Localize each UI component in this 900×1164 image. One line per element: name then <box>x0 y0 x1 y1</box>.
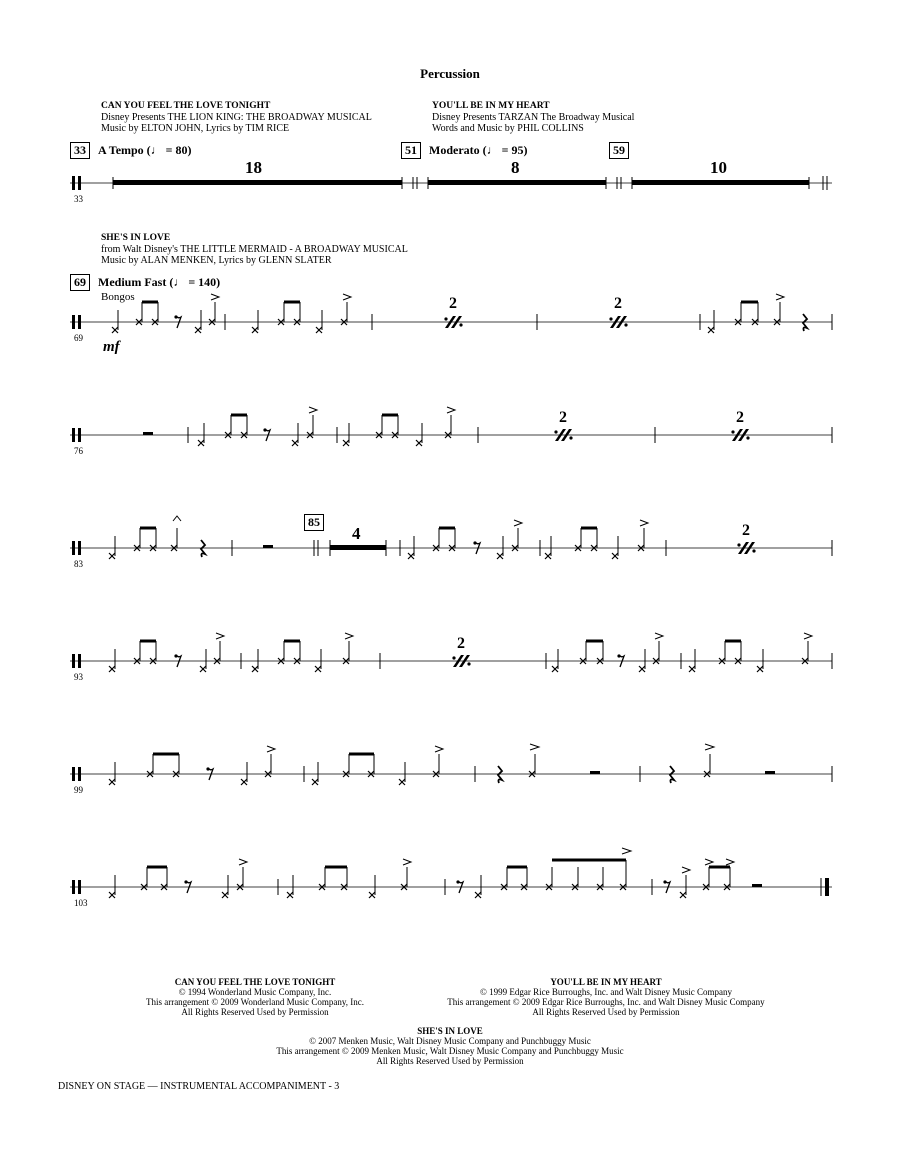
copyright-line: All Rights Reserved Used by Permission <box>376 1056 524 1066</box>
staff-system-1 <box>70 176 832 190</box>
staff-system-7 <box>70 848 832 898</box>
instrument-label: Bongos <box>101 291 135 303</box>
copyright-line: All Rights Reserved Used by Permission <box>181 1007 329 1017</box>
copyright-line: This arrangement © 2009 Menken Music, Walt Disney Music Company and Punchbuggy Music <box>276 1046 624 1056</box>
credit-line: Words and Music by PHIL COLLINS <box>432 123 584 134</box>
repeat-count: 2 <box>457 635 465 652</box>
rehearsal-box: 59 <box>609 142 629 159</box>
repeat-count: 2 <box>614 295 622 312</box>
credit-song-title: YOU'LL BE IN MY HEART <box>432 101 550 111</box>
staff-system-5 <box>70 633 832 672</box>
measure-number: 99 <box>74 785 83 795</box>
repeat-count: 2 <box>742 522 750 539</box>
copyright-in-my-heart <box>420 977 792 1017</box>
measure-number: 76 <box>74 446 83 456</box>
repeat-count: 2 <box>559 409 567 426</box>
copyright-song: SHE'S IN LOVE <box>417 1026 483 1036</box>
staff-system-4 <box>70 516 832 559</box>
measure-number: 69 <box>74 333 83 343</box>
multirest-count: 10 <box>710 158 727 177</box>
copyright-line: © 1999 Edgar Rice Burroughs, Inc. and Walt Disney Music Company <box>480 987 732 997</box>
multirest-count: 8 <box>511 158 520 177</box>
rehearsal-box: 69 <box>70 274 90 291</box>
staff-system-3 <box>70 407 832 446</box>
copyright-shes-in-love <box>230 1026 670 1066</box>
dynamic-marking: mf <box>103 339 120 355</box>
measure-number: 93 <box>74 672 83 682</box>
multirest-count: 18 <box>245 158 262 177</box>
copyright-line: © 1994 Wonderland Music Company, Inc. <box>178 987 332 997</box>
rehearsal-box: 33 <box>70 142 90 159</box>
page-title: Percussion <box>420 66 480 81</box>
copyright-line: This arrangement © 2009 Edgar Rice Burroughs, Inc. and Walt Disney Music Company <box>447 997 765 1007</box>
credit-line: Disney Presents THE LION KING: THE BROADWAY MUSICAL <box>101 112 372 123</box>
repeat-count: 2 <box>449 295 457 312</box>
page-footer: DISNEY ON STAGE — INSTRUMENTAL ACCOMPANIMENT - 3 <box>58 1081 340 1092</box>
copyright-line: All Rights Reserved Used by Permission <box>532 1007 680 1017</box>
repeat-count: 2 <box>736 409 744 426</box>
credit-line: Disney Presents TARZAN The Broadway Musical <box>432 112 635 123</box>
tempo-marking: Medium Fast (♩ = 140) <box>98 275 221 289</box>
staff-system-6 <box>70 744 832 785</box>
copyright-song: CAN YOU FEEL THE LOVE TONIGHT <box>174 977 336 987</box>
multirest-count: 4 <box>352 524 361 543</box>
credit-song-title: SHE'S IN LOVE <box>101 233 171 243</box>
credit-song-title: CAN YOU FEEL THE LOVE TONIGHT <box>101 101 271 111</box>
credit-line: Music by ELTON JOHN, Lyrics by TIM RICE <box>101 123 290 134</box>
copyright-song: YOU'LL BE IN MY HEART <box>550 977 662 987</box>
copyright-line: This arrangement © 2009 Wonderland Music Company, Inc. <box>145 997 365 1007</box>
tempo-marking: A Tempo (♩ = 80) <box>98 143 192 157</box>
credit-line: from Walt Disney's THE LITTLE MERMAID - A BROADWAY MUSICAL <box>101 244 408 255</box>
rehearsal-box: 85 <box>304 514 324 531</box>
measure-number: 83 <box>74 559 83 569</box>
tempo-marking: Moderato (♩ = 95) <box>429 143 528 157</box>
measure-number: 33 <box>74 194 83 204</box>
measure-number: 103 <box>74 898 88 908</box>
copyright-line: © 2007 Menken Music, Walt Disney Music Company and Punchbuggy Music <box>309 1036 591 1046</box>
copyright-love-tonight <box>110 977 400 1017</box>
rehearsal-box: 51 <box>401 142 421 159</box>
credit-line: Music by ALAN MENKEN, Lyrics by GLENN SLATER <box>101 255 332 266</box>
